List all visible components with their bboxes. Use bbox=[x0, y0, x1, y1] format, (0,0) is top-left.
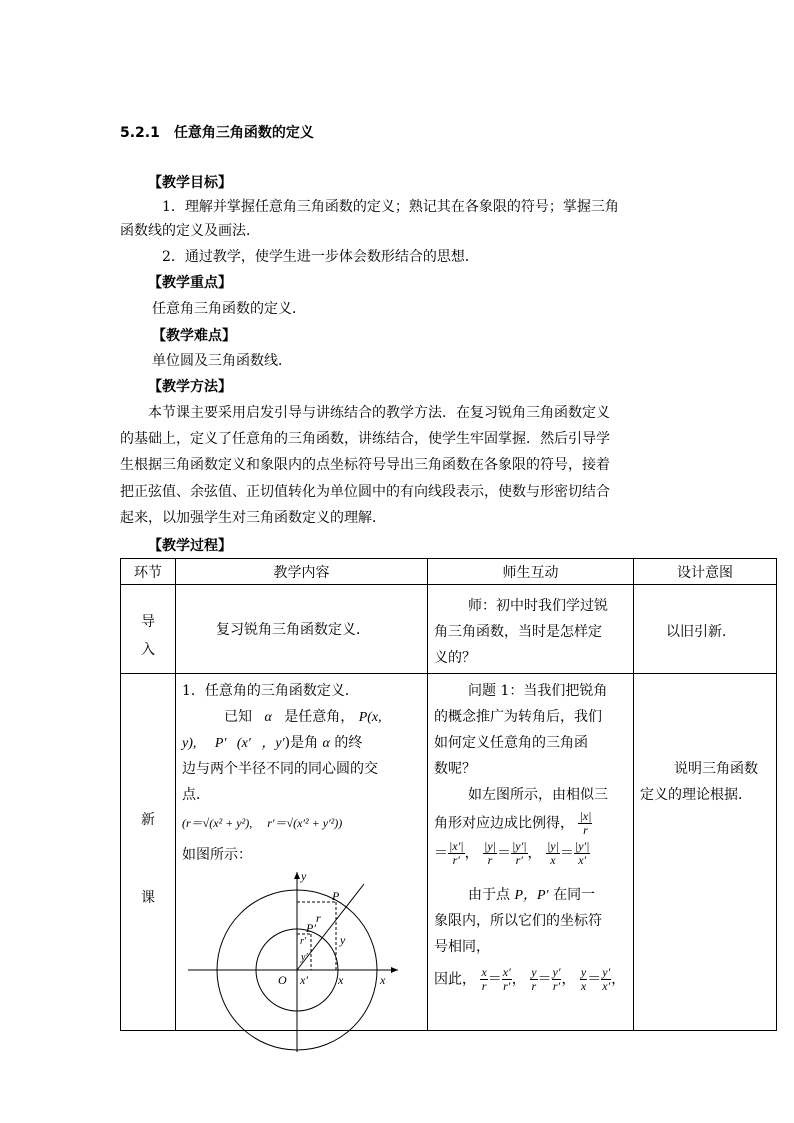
stage-new-2: 课 bbox=[141, 890, 155, 906]
method-line: 起来，以加强学生对三角函数定义的理解． bbox=[120, 510, 386, 526]
key-text: 任意角三角函数的定义． bbox=[152, 301, 306, 317]
goal-2: 2．通过教学，使学生进一步体会数形结合的思想． bbox=[162, 249, 479, 265]
xprime-label: x′ bbox=[300, 973, 308, 987]
new-interact-line: 数呢？ bbox=[434, 761, 476, 777]
new-interact-line: 由于点 P，P′ 在同一 bbox=[468, 887, 596, 903]
x-label: x bbox=[338, 973, 344, 987]
new-interact-line: 的概念推广为转角后，我们 bbox=[434, 709, 602, 725]
table-row bbox=[121, 585, 777, 674]
stage-intro-2: 入 bbox=[141, 642, 155, 658]
key-heading: 【教学重点】 bbox=[148, 275, 232, 291]
ratio-fraction: $\frac{|x|}{r}$ bbox=[579, 809, 592, 837]
new-intent-line: 说明三角函数 bbox=[674, 761, 758, 777]
therefore-equations: 因此， $\frac{x}{r}$ ＝ $\frac{x'}{r'}$ ， $\frac{y}{r}$ ＝ $\frac{y'}{r'}$ ， $\frac{y}{x}$ ＝ $\frac{y'}{x'}$ ， bbox=[434, 965, 626, 993]
intro-interact-line: 角三角函数，当时是怎样定 bbox=[434, 624, 602, 640]
process-heading: 【教学过程】 bbox=[148, 538, 232, 554]
intro-content: 复习锐角三角函数定义． bbox=[216, 622, 370, 638]
rprime-label: r′ bbox=[300, 936, 307, 947]
new-content-line-4: 边与两个半径不同的同心圆的交 bbox=[182, 761, 378, 777]
new-interact-line: 号相同， bbox=[434, 939, 490, 955]
y-axis-arrow bbox=[294, 872, 300, 879]
r-label: r bbox=[316, 911, 321, 925]
new-interact-line: 问题 1：当我们把锐角 bbox=[468, 683, 608, 699]
new-intent-line: 定义的理论根据． bbox=[640, 787, 752, 803]
header-content: 教学内容 bbox=[176, 559, 428, 585]
yprime-label: y′ bbox=[301, 952, 308, 963]
stage-intro-1: 导 bbox=[141, 614, 155, 630]
new-content-line-1: 1．任意角的三角函数定义． bbox=[182, 683, 359, 699]
point-pprime-label: P′ bbox=[306, 921, 316, 935]
y-label: y bbox=[340, 933, 346, 947]
new-content-line-3: y), P′ (x′ ，y′)是角 α 的终 bbox=[182, 735, 363, 751]
header-intent: 设计意图 bbox=[634, 559, 777, 585]
point-p-label: P bbox=[332, 889, 340, 903]
new-interact-line: 象限内，所以它们的坐标符 bbox=[434, 913, 602, 929]
difficulty-heading: 【教学难点】 bbox=[152, 328, 236, 344]
intro-interact-line: 师：初中时我们学过锐 bbox=[468, 598, 608, 614]
concentric-circles-figure bbox=[180, 866, 410, 1056]
new-interact-line: 如左图所示，由相似三 bbox=[468, 787, 608, 803]
stage-new-1: 新 bbox=[141, 812, 155, 828]
origin-label: O bbox=[278, 973, 287, 987]
goal-heading: 【教学目标】 bbox=[148, 175, 232, 191]
intro-intent: 以旧引新． bbox=[666, 624, 736, 640]
method-heading: 【教学方法】 bbox=[148, 379, 232, 395]
radius-formula: (r＝√(x² + y²), r′＝√(x′² + y′²)) bbox=[182, 816, 343, 830]
method-line: 的基础上，定义了任意角的三角函数，讲练结合，使学生牢固掌握．然后引导学 bbox=[120, 431, 610, 447]
y-axis-label: y bbox=[301, 869, 307, 883]
new-content-line-7: 如图所示： bbox=[182, 847, 252, 863]
table-header-row bbox=[121, 559, 777, 585]
new-interact-line: 角形对应边成比例得， $\frac{|x|}{r}$ bbox=[434, 809, 592, 837]
difficulty-text: 单位圆及三角函数线． bbox=[152, 353, 292, 369]
intro-interact-line: 义的？ bbox=[434, 650, 476, 666]
x-axis-label: x bbox=[380, 973, 386, 987]
x-axis-arrow bbox=[391, 967, 398, 973]
ratio-equations: ＝ $\frac{|x'|}{r'}$ ， $\frac{|y|}{r}$ ＝ $\frac{|y'|}{r'}$ ， $\frac{|y|}{x}$ ＝ $\frac{|y'|}{x'}$ bbox=[434, 839, 590, 867]
header-stage: 环节 bbox=[121, 559, 176, 585]
method-line: 把正弦值、余弦值、正切值转化为单位圆中的有向线段表示，使数与形密切结合 bbox=[120, 484, 610, 500]
new-content-line-2: 已知 α 是任意角， P(x, bbox=[224, 709, 382, 725]
new-content-line-5: 点． bbox=[182, 787, 210, 803]
goal-1-line-2: 函数线的定义及画法． bbox=[120, 223, 260, 239]
header-interaction: 师生互动 bbox=[428, 559, 634, 585]
new-interact-line: 如何定义任意角的三角函 bbox=[434, 735, 588, 751]
page-title: 5.2.1 任意角三角函数的定义 bbox=[120, 125, 314, 141]
method-line: 本节课主要采用启发引导与讲练结合的教学方法．在复习锐角三角函数定义 bbox=[148, 405, 610, 421]
method-line: 生根据三角函数定义和象限内的点坐标符号导出三角函数在各象限的符号，接着 bbox=[120, 457, 610, 473]
goal-1-line-1: 1．理解并掌握任意角三角函数的定义；熟记其在各象限的符号；掌握三角 bbox=[162, 199, 619, 215]
